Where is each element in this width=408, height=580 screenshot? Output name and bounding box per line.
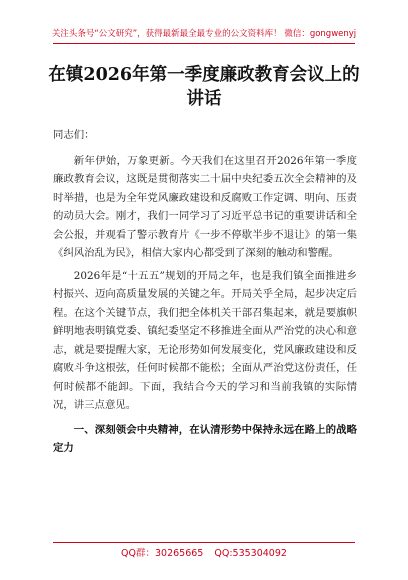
paragraph-1: 新年伊始，万象更新。今天我们在这里召开2026年第一季度廉政教育会议，这既是贯彻落实二十届中央纪委五次全会精神的及时举措，也是为全年党风廉政建设和反腐败工作定调、明向、压责的动员大会。刚才，我们一同学习了习近平总书记的重要讲话和全会公报，并观看了警示教育片《一步不停歇半步不退让》的第一集《纠风治乱为民》，相信大家内心都受到了深刻的触动和警醒。 — [53, 154, 357, 259]
document-title — [40, 63, 368, 111]
footer-contact — [0, 545, 408, 559]
document-body — [53, 126, 357, 458]
header-divider — [53, 43, 355, 44]
header-promo-note: 关注头条号“公文研究”，获得最新最全最专业的公文资料库！ 微信：gongwenyj — [51, 29, 357, 39]
footer-qq-group: QQ群：30265665 — [121, 548, 204, 559]
title-line-1: 在镇2026年第一季度廉政教育会议上的 — [48, 65, 360, 85]
title-line-2: 讲话 — [186, 89, 222, 109]
greeting: 同志们： — [53, 129, 95, 141]
footer-divider — [53, 542, 355, 543]
section-heading-1: 一、深刻领会中央精神，在认清形势中保持永远在路上的战略定力 — [53, 423, 357, 454]
footer-qq: QQ:535304092 — [214, 548, 287, 559]
paragraph-2: 2026年是“十五五”规划的开局之年，也是我们镇全面推进乡村振兴、迈向高质量发展的关键之年。开局关乎全局，起步决定后程。在这个关键节点，我们把全体机关干部召集起来，就是要旗帜鲜明地表明镇党委、镇纪委坚定不移推进全面从严治党的决心和意志，就是要提醒大家，无论形势如何发展变化，党风廉政建设和反腐败斗争这根弦，任何时候都不能松；全面从严治党这份责任，任何时候都不能卸。下面，我结合今天的学习和当前我镇的实际情况，讲三点意见。 — [53, 269, 357, 411]
